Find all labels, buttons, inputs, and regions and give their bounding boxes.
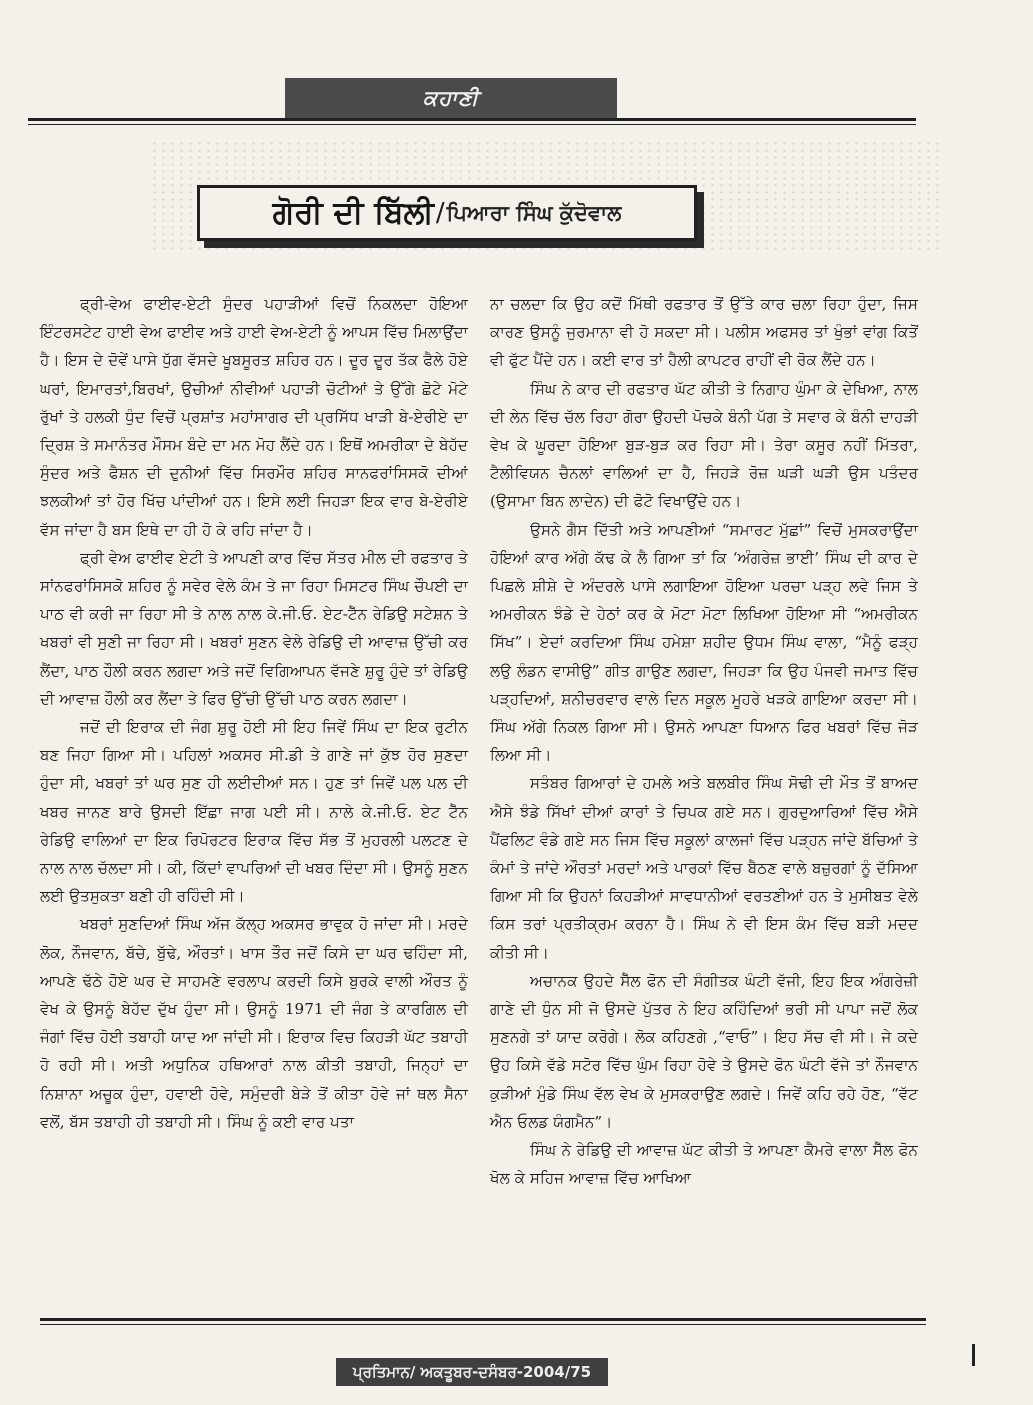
header-rule-top [28,118,916,121]
right-paragraph-3: ਉਸਨੇ ਗੈਸ ਦਿੱਤੀ ਅਤੇ ਆਪਣੀਆਂ “ਸਮਾਰਟ ਮੁੱਛਾਂ” ਵਿਚੋਂ ਮੁਸਕਰਾਉਂਦਾ ਹੋਇਆਂ ਕਾਰ ਅੱਗੇ ਕੱਢ ਕੇ ਲੈ ਗਿਆ ਤਾਂ ਕਿ ‘ਅੰਗਰੇਜ਼ ਭਾਈ’ ਸਿੰਘ ਦੀ ਕਾਰ ਦੇ ਪਿਛਲੇ ਸ਼ੀਸ਼ੇ ਦੇ ਅੰਦਰਲੇ ਪਾਸੇ ਲਗਾਇਆ ਹੋਇਆ ਪਰਚਾ ਪੜ੍ਹ ਲਵੇ ਜਿਸ ਤੇ ਅਮਰੀਕਨ ਝੰਡੇ ਦੇ ਹੇਠਾਂ ਕਰ ਕੇ ਮੋਟਾ ਮੋਟਾ ਲਿਖਿਆ ਹੋਇਆ ਸੀ “ਅਮਰੀਕਨ ਸਿੱਖ”। ਏਦਾਂ ਕਰਦਿਆ ਸਿੰਘ ਹਮੇਸ਼ਾ ਸ਼ਹੀਦ ਉਧਮ ਸਿੰਘ ਵਾਲਾ, “ਮੈਨੂੰ ਫੜ੍ਹ ਲਉ ਲੰਡਨ ਵਾਸੀਉ” ਗੀਤ ਗਾਉਣ ਲਗਦਾ, ਜਿਹੜਾ ਕਿ ਉਹ ਪੰਜਵੀ ਜਮਾਤ ਵਿੱਚ ਪੜ੍ਹਦਿਆਂ, ਸ਼ਨੀਚਰਵਾਰ ਵਾਲੇ ਦਿਨ ਸਕੂਲ ਮੂਹਰੇ ਖੜਕੇ ਗਾਇਆ ਕਰਦਾ ਸੀ। ਸਿੰਘ ਅੱਗੇ ਨਿਕਲ ਗਿਆ ਸੀ। ਉਸਨੇ ਆਪਣਾ ਧਿਆਨ ਫਿਰ ਖਬਰਾਂ ਵਿੱਚ ਜੋੜ ਲਿਆ ਸੀ। [490,520,918,765]
left-column [40,290,468,1136]
story-title-box [197,185,697,241]
story-title: ਗੋਰੀ ਦੀ ਬਿੱਲੀ [272,194,434,231]
header-rule-bottom [28,124,916,125]
left-paragraph-4: ਖਬਰਾਂ ਸੁਣਦਿਆਂ ਸਿੰਘ ਅੱਜ ਕੱਲ੍ਹ ਅਕਸਰ ਭਾਵੁਕ ਹੋ ਜਾਂਦਾ ਸੀ। ਮਰਦੇ ਲੋਕ, ਨੌਜਵਾਨ, ਬੱਚੇ, ਬੁੱਢੇ, ਔਰਤਾਂ। ਖਾਸ ਤੌਰ ਜਦੋਂ ਕਿਸੇ ਦਾ ਘਰ ਢਹਿੰਦਾ ਸੀ, ਆਪਣੇ ਢੱਠੇ ਹੋਏ ਘਰ ਦੇ ਸਾਹਮਣੇ ਵਰਲਾਪ ਕਰਦੀ ਕਿਸੇ ਬੁਰਕੇ ਵਾਲੀ ਔਰਤ ਨੂੰ ਵੇਖ ਕੇ ਉਸਨੂੰ ਬੇਹੱਦ ਦੁੱਖ ਹੁੰਦਾ ਸੀ। ਉਸਨੂੰ 1971 ਦੀ ਜੰਗ ਤੇ ਕਾਰਗਿਲ ਦੀ ਜੰਗਾਂ ਵਿੱਚ ਹੋਈ ਤਬਾਹੀ ਯਾਦ ਆ ਜਾਂਦੀ ਸੀ। ਇਰਾਕ ਵਿਚ ਕਿਹੜੀ ਘੱਟ ਤਬਾਹੀ ਹੋ ਰਹੀ ਸੀ। ਅਤੀ ਅਧੁਨਿਕ ਹਥਿਆਰਾਂ ਨਾਲ ਕੀਤੀ ਤਬਾਹੀ, ਜਿਨ੍ਹਾਂ ਦਾ ਨਿਸ਼ਾਨਾ ਅਚੂਕ ਹੁੰਦਾ, ਹਵਾਈ ਹੋਵੇ, ਸਮੁੰਦਰੀ ਬੇੜੇ ਤੋਂ ਕੀਤਾ ਹੋਵੇ ਜਾਂ ਥਲ ਸੈਨਾ ਵਲੋਂ, ਬੱਸ ਤਬਾਹੀ ਹੀ ਤਬਾਹੀ ਸੀ। ਸਿੰਘ ਨੂੰ ਕਈ ਵਾਰ ਪਤਾ [40,915,468,1131]
right-paragraph-4: ਸਤੰਬਰ ਗਿਆਰਾਂ ਦੇ ਹਮਲੇ ਅਤੇ ਬਲਬੀਰ ਸਿੰਘ ਸੋਢੀ ਦੀ ਮੌਤ ਤੋਂ ਬਾਅਦ ਐਸੇ ਝੰਡੇ ਸਿੱਖਾਂ ਦੀਆਂ ਕਾਰਾਂ ਤੇ ਚਿਪਕ ਗਏ ਸਨ। ਗੁਰਦੁਆਰਿਆਂ ਵਿੱਚ ਐਸੇ ਪੈਂਫਲਿਟ ਵੰਡੇ ਗਏ ਸਨ ਜਿਸ ਵਿੱਚ ਸਕੂਲਾਂ ਕਾਲਜਾਂ ਵਿੱਚ ਪੜ੍ਹਨ ਜਾਂਦੇ ਬੱਚਿਆਂ ਤੇ ਕੰਮਾਂ ਤੇ ਜਾਂਦੇ ਔਰਤਾਂ ਮਰਦਾਂ ਅਤੇ ਪਾਰਕਾਂ ਵਿੱਚ ਬੈਠਣ ਵਾਲੇ ਬਜ਼ੁਰਗਾਂ ਨੂੰ ਦੱਸਿਆ ਗਿਆ ਸੀ ਕਿ ਉਹਨਾਂ ਕਿਹੜੀਆਂ ਸਾਵਧਾਨੀਆਂ ਵਰਤਣੀਆਂ ਹਨ ਤੇ ਮੁਸੀਬਤ ਵੇਲੇ ਕਿਸ ਤਰਾਂ ਪ੍ਰਤੀਕ੍ਰਮ ਕਰਨਾ ਹੈ। ਸਿੰਘ ਨੇ ਵੀ ਇਸ ਕੰਮ ਵਿੱਚ ਬੜੀ ਮਦਦ ਕੀਤੀ ਸੀ। [490,774,918,962]
right-paragraph-1: ਨਾ ਚਲਦਾ ਕਿ ਉਹ ਕਦੋਂ ਮਿੱਥੀ ਰਫਤਾਰ ਤੋਂ ਉੱਤੇ ਕਾਰ ਚਲਾ ਰਿਹਾ ਹੁੰਦਾ, ਜਿਸ ਕਾਰਣ ਉਸਨੂੰ ਜੁਰਮਾਨਾ ਵੀ ਹੋ ਸਕਦਾ ਸੀ। ਪਲੀਸ ਅਫਸਰ ਤਾਂ ਖੁੰਭਾਂ ਵਾਂਗ ਕਿਤੋਂ ਵੀ ਫੁੱਟ ਪੈਂਦੇ ਹਨ। ਕਈ ਵਾਰ ਤਾਂ ਹੈਲੀ ਕਾਪਟਰ ਰਾਹੀਂ ਵੀ ਰੋਕ ਲੈਂਦੇ ਹਨ। [490,295,918,370]
right-paragraph-6: ਸਿੰਘ ਨੇ ਰੇਡਿਉ ਦੀ ਆਵਾਜ਼ ਘੱਟ ਕੀਤੀ ਤੇ ਆਪਣਾ ਕੈਮਰੇ ਵਾਲਾ ਸੈੱਲ ਫੋਨ ਖੋਲ ਕੇ ਸਹਿਜ ਆਵਾਜ਼ ਵਿੱਚ ਆਖਿਆ [490,1141,918,1188]
right-paragraph-5: ਅਚਾਨਕ ਉਹਦੇ ਸੈੱਲ ਫੋਨ ਦੀ ਸੰਗੀਤਕ ਘੰਟੀ ਵੱਜੀ, ਇਹ ਇਕ ਅੰਗਰੇਜ਼ੀ ਗਾਣੇ ਦੀ ਧੁੰਨ ਸੀ ਜੋ ਉਸਦੇ ਪੁੱਤਰ ਨੇ ਇਹ ਕਹਿੰਦਿਆਂ ਭਰੀ ਸੀ ਪਾਪਾ ਜਦੋਂ ਲੋਕ ਸੁਣਨਗੇ ਤਾਂ ਯਾਦ ਕਰੋਗੇ। ਲੋਕ ਕਹਿਣਗੇ ,“ਵਾਓ”। ਇਹ ਸੱਚ ਵੀ ਸੀ। ਜੇ ਕਦੇ ਉਹ ਕਿਸੇ ਵੱਡੇ ਸਟੋਰ ਵਿੱਚ ਘੁੰਮ ਰਿਹਾ ਹੋਵੇ ਤੇ ਉਸਦੇ ਫੋਨ ਘੰਟੀ ਵੱਜੇ ਤਾਂ ਨੌਜਵਾਨ ਕੁੜੀਆਂ ਮੁੰਡੇ ਸਿੰਘ ਵੱਲ ਵੇਖ ਕੇ ਮੁਸਕਰਾਉਣ ਲਗਦੇ। ਜਿਵੇਂ ਕਹਿ ਰਹੇ ਹੋਣ, “ਵੱਟ ਐਨ ਓਲਡ ਯੰਗਮੈਨ”। [490,971,918,1131]
story-author: ਪਿਆਰਾ ਸਿੰਘ ਕੁੱਦੋਵਾਲ [446,200,622,225]
left-paragraph-2: ਫ੍ਰੀ ਵੇਅ ਫਾਈਵ ਏਟੀ ਤੇ ਆਪਣੀ ਕਾਰ ਵਿੱਚ ਸੱਤਰ ਮੀਲ ਦੀ ਰਫਤਾਰ ਤੇ ਸਾਂਨਫਰਾਂਸਿਸਕੋ ਸ਼ਹਿਰ ਨੂੰ ਸਵੇਰ ਵੇਲੇ ਕੰਮ ਤੇ ਜਾ ਰਿਹਾ ਮਿਸਟਰ ਸਿੰਘ ਚੌਪਈ ਦਾ ਪਾਠ ਵੀ ਕਰੀ ਜਾ ਰਿਹਾ ਸੀ ਤੇ ਨਾਲ ਨਾਲ ਕੇ.ਜੀ.ਓ. ਏਟ-ਟੈੱਨ ਰੇਡਿਉ ਸਟੇਸ਼ਨ ਤੇ ਖਬਰਾਂ ਵੀ ਸੁਣੀ ਜਾ ਰਿਹਾ ਸੀ। ਖਬਰਾਂ ਸੁਣਨ ਵੇਲੇ ਰੇਡਿਉ ਦੀ ਆਵਾਜ਼ ਉੱਚੀ ਕਰ ਲੈਂਦਾ, ਪਾਠ ਹੌਲੀ ਕਰਨ ਲਗਦਾ ਅਤੇ ਜਦੋਂ ਵਿਗਿਆਪਨ ਵੱਜਣੇ ਸ਼ੁਰੂ ਹੁੰਦੇ ਤਾਂ ਰੇਡਿਉ ਦੀ ਆਵਾਜ਼ ਹੌਲੀ ਕਰ ਲੈਂਦਾ ਤੇ ਫਿਰ ਉੱਚੀ ਉੱਚੀ ਪਾਠ ਕਰਨ ਲਗਦਾ। [40,548,468,708]
title-separator: / [435,198,445,228]
right-column [490,290,918,1193]
section-label: ਕਹਾਣੀ [422,85,480,110]
right-paragraph-2: ਸਿੰਘ ਨੇ ਕਾਰ ਦੀ ਰਫਤਾਰ ਘੱਟ ਕੀਤੀ ਤੇ ਨਿਗਾਹ ਘੁੰਮਾ ਕੇ ਦੇਖਿਆ, ਨਾਲ ਦੀ ਲੇਨ ਵਿੱਚ ਚੱਲ ਰਿਹਾ ਗੋਰਾ ਉਹਦੀ ਪੋਚਕੇ ਬੰਨੀ ਪੱਗ ਤੇ ਸਵਾਰ ਕੇ ਬੰਨੀ ਦਾਹੜੀ ਵੇਖ ਕੇ ਘੂਰਦਾ ਹੋਇਆ ਬੁੜ-ਬੁੜ ਕਰ ਰਿਹਾ ਸੀ। ਤੇਰਾ ਕਸੂਰ ਨਹੀਂ ਮਿੱਤਰਾ, ਟੈਲੀਵਿਯਨ ਚੈਨਲਾਂ ਵਾਲਿਆਂ ਦਾ ਹੈ, ਜਿਹੜੇ ਰੋਜ਼ ਘੜੀ ਘੜੀ ਉਸ ਪਤੰਦਰ (ਉਸਾਮਾ ਬਿਨ ਲਾਦੇਨ) ਦੀ ਫੋਟੋ ਵਿਖਾਉਂਦੇ ਹਨ। [490,379,918,511]
footer-rule-top [40,1318,926,1321]
footer-rule-bottom [40,1324,926,1325]
section-label-band [285,78,617,118]
margin-mark [972,1344,975,1366]
footer-band [336,1358,608,1386]
left-paragraph-1: ਫ੍ਰੀ-ਵੇਅ ਫਾਈਵ-ਏਟੀ ਸੁੰਦਰ ਪਹਾੜੀਆਂ ਵਿਚੋਂ ਨਿਕਲਦਾ ਹੋਇਆ ਇੰਟਰਸਟੇਟ ਹਾਈ ਵੇਅ ਫਾਈਵ ਅਤੇ ਹਾਈ ਵੇਅ-ਏਟੀ ਨੂੰ ਆਪਸ ਵਿੱਚ ਮਿਲਾਉਂਦਾ ਹੈ। ਇਸ ਦੇ ਦੋਵੇਂ ਪਾਸੇ ਧੁੱਗ ਵੱਸਦੇ ਖੂਬਸੂਰਤ ਸ਼ਹਿਰ ਹਨ। ਦੂਰ ਦੂਰ ਤੱਕ ਫੈਲੇ ਹੋਏ ਘਰਾਂ, ਇਮਾਰਤਾਂ,ਬਿਰਖਾਂ, ਉਚੀਆਂ ਨੀਵੀਆਂ ਪਹਾੜੀ ਚੋਟੀਆਂ ਤੇ ਉੱਗੇ ਛੋਟੇ ਮੋਟੇ ਰੁੱਖਾਂ ਤੇ ਹਲਕੀ ਧੁੰਦ ਵਿਚੋਂ ਪ੍ਰਸ਼ਾਂਤ ਮਹਾਂਸਾਗਰ ਦੀ ਪ੍ਰਸਿੱਧ ਖਾੜੀ ਬੇ-ਏਰੀਏ ਦਾ ਦ੍ਰਿਸ਼ ਤੇ ਸਮਾਨੰਤਰ ਮੌਸਮ ਬੰਦੇ ਦਾ ਮਨ ਮੋਹ ਲੈਂਦੇ ਹਨ। ਇਥੋਂ ਅਮਰੀਕਾ ਦੇ ਬੇਹੱਦ ਸੁੰਦਰ ਅਤੇ ਫੈਸ਼ਨ ਦੀ ਦੁਨੀਆਂ ਵਿੱਚ ਸਿਰਮੌਰ ਸ਼ਹਿਰ ਸਾਨਫਰਾਂਸਿਸਕੋ ਦੀਆਂ ਝਲਕੀਆਂ ਤਾਂ ਹੋਰ ਖਿੱਚ ਪਾਂਦੀਆਂ ਹਨ। ਇਸੇ ਲਈ ਜਿਹੜਾ ਇਕ ਵਾਰ ਬੇ-ਏਰੀਏ ਵੱਸ ਜਾਂਦਾ ਹੈ ਬਸ ਇਥੇ ਦਾ ਹੀ ਹੋ ਕੇ ਰਹਿ ਜਾਂਦਾ ਹੈ। [40,295,468,539]
page-footer-text: ਪ੍ਰਤਿਮਾਨ/ ਅਕਤੂਬਰ-ਦਸੰਬਰ-2004/75 [352,1363,592,1381]
left-paragraph-3: ਜਦੋਂ ਦੀ ਇਰਾਕ ਦੀ ਜੰਗ ਸ਼ੁਰੂ ਹੋਈ ਸੀ ਇਹ ਜਿਵੇਂ ਸਿੰਘ ਦਾ ਇਕ ਰੁਟੀਨ ਬਣ ਜਿਹਾ ਗਿਆ ਸੀ। ਪਹਿਲਾਂ ਅਕਸਰ ਸੀ.ਡੀ ਤੇ ਗਾਣੇ ਜਾਂ ਕੁੱਝ ਹੋਰ ਸੁਣਦਾ ਹੁੰਦਾ ਸੀ, ਖਬਰਾਂ ਤਾਂ ਘਰ ਸੁਣ ਹੀ ਲਈਦੀਆਂ ਸਨ। ਹੁਣ ਤਾਂ ਜਿਵੇਂ ਪਲ ਪਲ ਦੀ ਖਬਰ ਜਾਨਣ ਬਾਰੇ ਉਸਦੀ ਇੱਛਾ ਜਾਗ ਪਈ ਸੀ। ਨਾਲੇ ਕੇ.ਜੀ.ਓ. ਏਟ ਟੈੱਨ ਰੇਡਿਉ ਵਾਲਿਆਂ ਦਾ ਇਕ ਰਿਪੋਰਟਰ ਇਰਾਕ ਵਿੱਚ ਸੱਭ ਤੋਂ ਮੁਹਰਲੀ ਪਲਟਣ ਦੇ ਨਾਲ ਨਾਲ ਚੱਲਦਾ ਸੀ। ਕੀ, ਕਿੱਦਾਂ ਵਾਪਰਿਆਂ ਦੀ ਖਬਰ ਦਿੰਦਾ ਸੀ। ਉਸਨੂੰ ਸੁਣਨ ਲਈ ਉਤਸੁਕਤਾ ਬਣੀ ਹੀ ਰਹਿੰਦੀ ਸੀ। [40,718,468,906]
